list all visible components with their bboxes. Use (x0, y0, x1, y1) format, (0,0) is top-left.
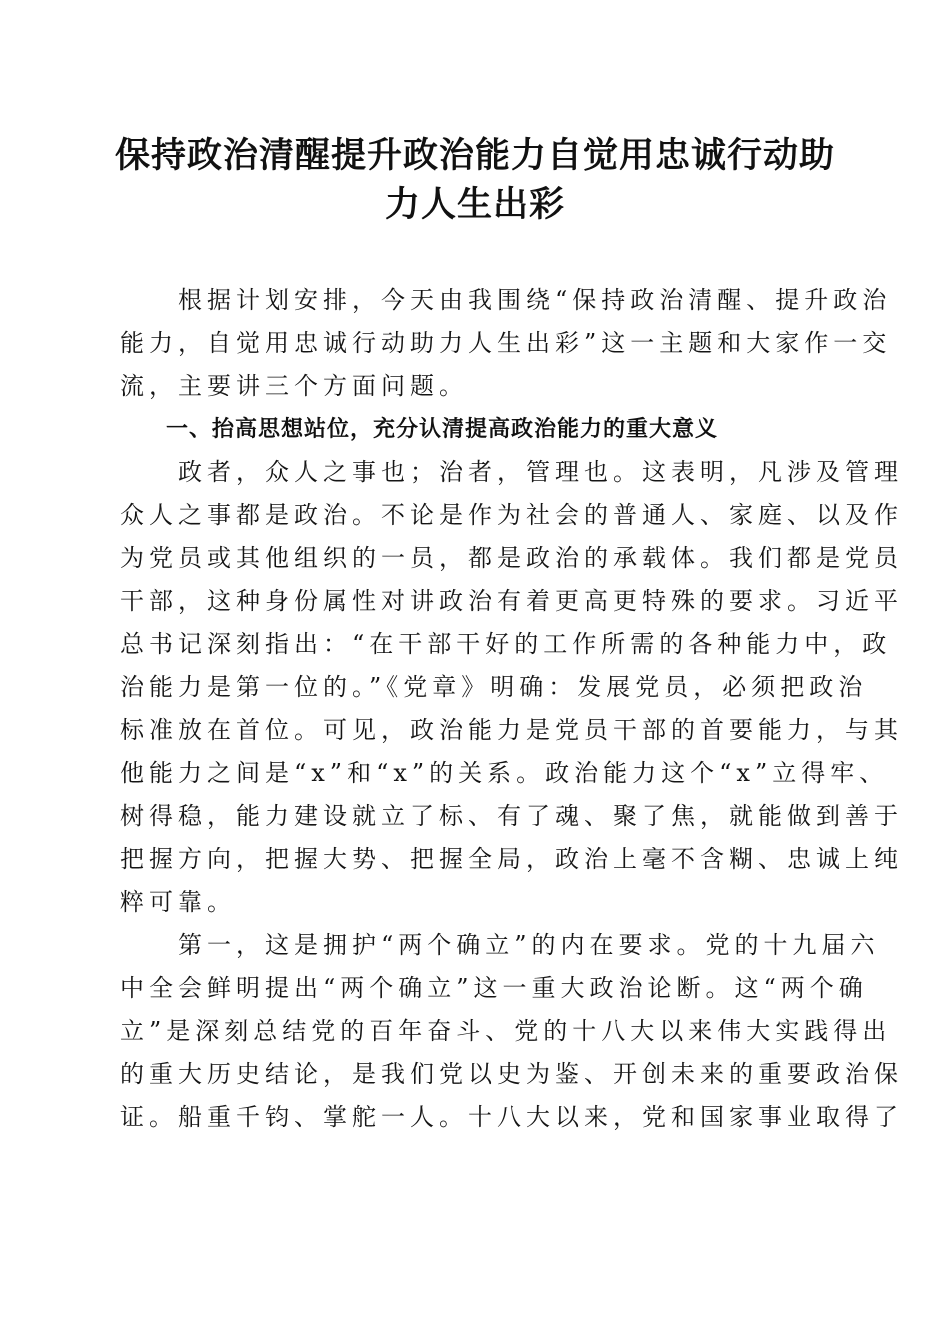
title-line: 保持政治清醒提升政治能力自觉用忠诚行动助 (114, 136, 835, 176)
text-line: 他能力之间是“x”和“x”的关系。政治能力这个“x”立得牢、 (120, 759, 889, 787)
text-line: 治能力是第一位的。”《党章》明确：发展党员，必须把政治 (120, 673, 868, 701)
text-line: 证。船重千钧、掌舵一人。十八大以来，党和国家事业取得了 (120, 1103, 903, 1131)
intro-paragraph (120, 279, 892, 408)
text-line: 总书记深刻指出：“在干部干好的工作所需的各种能力中，政 (120, 630, 892, 658)
document-title (100, 132, 850, 230)
text-line: 把握方向，把握大势、把握全局，政治上毫不含糊、忠诚上纯 (120, 845, 903, 873)
first-point-paragraph (120, 924, 903, 1139)
text-line: 根据计划安排，今天由我围绕“保持政治清醒、提升政治 (120, 286, 892, 314)
text-line: 政者，众人之事也；治者，管理也。这表明，凡涉及管理 (120, 458, 903, 486)
text-line: 立”是深刻总结党的百年奋斗、党的十八大以来伟大实践得出 (120, 1017, 892, 1045)
text-line: 的重大历史结论，是我们党以史为鉴、开创未来的重要政治保 (120, 1060, 903, 1088)
section-paragraph (120, 451, 903, 924)
text-line: 中全会鲜明提出“两个确立”这一重大政治论断。这“两个确 (120, 974, 868, 1002)
text-line: 第一，这是拥护“两个确立”的内在要求。党的十九届六 (120, 931, 880, 959)
text-line: 为党员或其他组织的一员，都是政治的承载体。我们都是党员 (120, 544, 903, 572)
text-line: 众人之事都是政治。不论是作为社会的普通人、家庭、以及作 (120, 501, 903, 529)
text-line: 流，主要讲三个方面问题。 (120, 372, 468, 400)
text-line: 粹可靠。 (120, 888, 236, 916)
title-line: 力人生出彩 (384, 185, 565, 225)
text-line: 能力，自觉用忠诚行动助力人生出彩”这一主题和大家作一交 (120, 329, 892, 357)
text-line: 干部，这种身份属性对讲政治有着更高更特殊的要求。习近平 (120, 587, 903, 615)
text-line: 树得稳，能力建设就立了标、有了魂、聚了焦，就能做到善于 (120, 802, 903, 830)
document-body (120, 279, 903, 1139)
section-heading: 一、抬高思想站位，充分认清提高政治能力的重大意义 (120, 417, 719, 442)
text-line: 标准放在首位。可见，政治能力是党员干部的首要能力，与其 (120, 716, 903, 744)
